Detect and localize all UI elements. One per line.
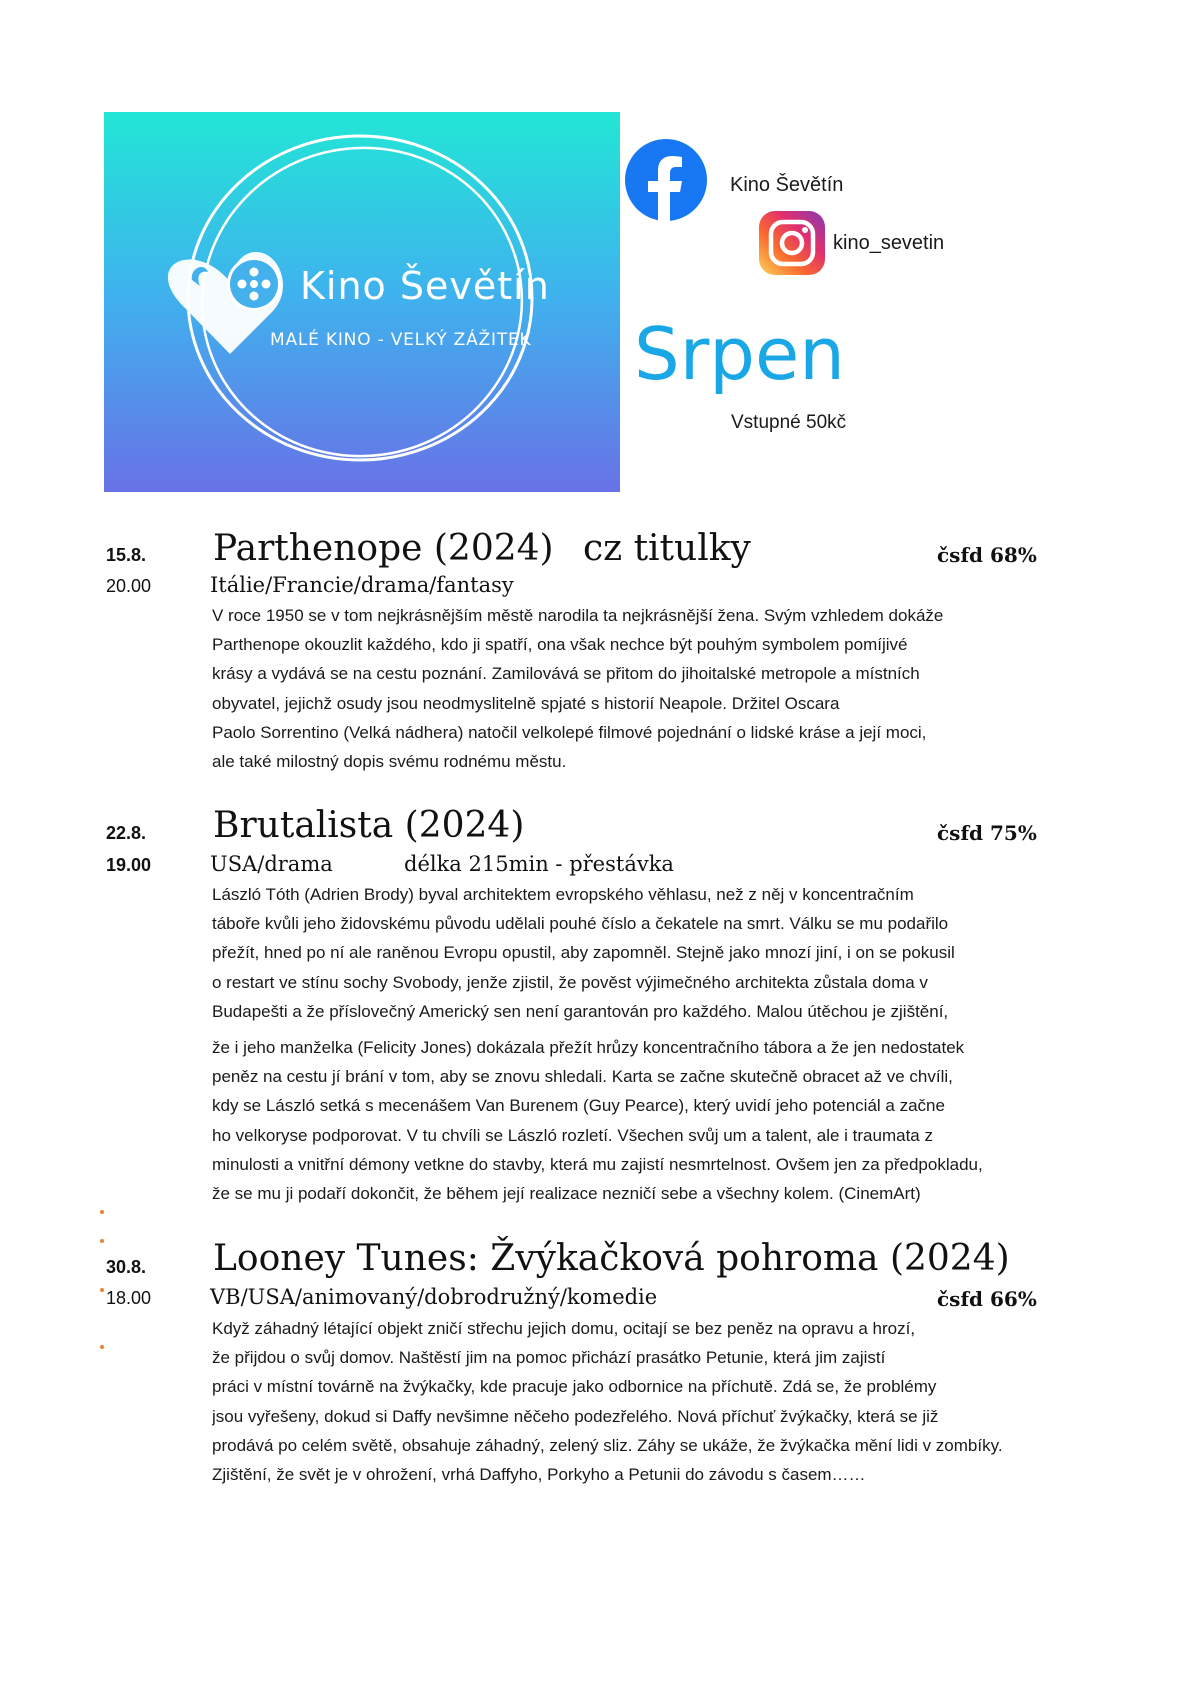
film-rating: čsfd 75%: [937, 821, 1037, 845]
description-line: krásy a vydává se na cestu poznání. Zamilovává se přitom do jihoitalské metropole a místních: [212, 664, 920, 684]
film-rating: čsfd 66%: [937, 1287, 1037, 1311]
description-line: Když záhadný létající objekt zničí střechu jejich domu, ocitají se bez peněz na opravu a hrozí,: [212, 1319, 916, 1338]
description-line: že přijdou o svůj domov. Naštěstí jim na pomoc přichází prasátko Petunie, která jim zajistí: [212, 1348, 886, 1368]
cinema-logo: [104, 112, 620, 492]
decorative-dot: [100, 1288, 104, 1292]
film-title: Looney Tunes: Žvýkačková pohroma (2024): [213, 1238, 1010, 1279]
description-line: kdy se László setká s mecenášem Van Burenem (Guy Pearce), který uvidí jeho potenciál a začne: [212, 1096, 945, 1116]
description-line: Budapešti a že příslovečný Americký sen není garantován pro každého. Malou útěchou je zjištění,: [212, 1001, 949, 1021]
description-line: Paolo Sorrentino (Velká nádhera) natočil velkolepé filmové pojednání o lidské kráse a její moci,: [212, 722, 927, 742]
description-line: prodává po celém světě, obsahuje záhadný, zelený sliz. Záhy se ukáže, že žvýkačka mění lidi v zombíky.: [212, 1435, 1003, 1455]
film-time: 18.00: [106, 1288, 152, 1308]
heart-reel-icon: [168, 252, 283, 354]
description-line: peněz na cestu jí brání v tom, aby se znovu shledali. Karta se začne skutečně obracet až ve chvíli,: [212, 1067, 953, 1087]
description-line: o restart ve stínu sochy Svobody, jenže zjistil, že pověst výjimečného architekta zůstala doma v: [212, 972, 928, 992]
description-line: obyvatel, jejichž osudy jsou neodmyslitelně spjaté s historií Neapole. Držitel Oscara: [212, 693, 840, 713]
film-rating: čsfd 68%: [937, 543, 1037, 567]
film-date: 22.8.: [106, 823, 147, 843]
film-time: 20.00: [106, 576, 152, 596]
film-description: [212, 1314, 1042, 1489]
film-time: 19.00: [106, 855, 152, 875]
entry-price: Vstupné 50kč: [731, 412, 847, 433]
film-subtitles: cz titulky: [583, 528, 751, 569]
decorative-dot: [100, 1210, 104, 1214]
facebook-icon[interactable]: [620, 138, 712, 222]
logo-subtitle: MALÉ KINO - VELKÝ ZÁŽITEK: [270, 330, 532, 350]
film-title: Brutalista (2024): [213, 805, 525, 846]
film-genre: VB/USA/animovaný/dobrodružný/komedie: [210, 1285, 658, 1309]
film-title: Parthenope (2024): [213, 528, 554, 569]
logo-title: Kino Ševětín: [300, 264, 550, 308]
description-line: minulosti a vnitřní démony vetkne do stavby, která mu zajistí nesmrtelnost. Ovšem jen za předpokladu,: [212, 1154, 983, 1174]
description-line: jsou vyřešeny, dokud si Daffy nevšimne něčeho podezřelého. Nová příchuť žvýkačky, která se již: [212, 1406, 939, 1426]
description-line: Zjištění, že svět je v ohrožení, vrhá Daffyho, Porkyho a Petunii do závodu s časem……: [212, 1464, 866, 1484]
description-line: přežít, hned po ní ale raněnou Evropu opustil, aby zapomněl. Stejně jako mnozí jiní, i on se pokusil: [212, 943, 955, 963]
film-date: 30.8.: [106, 1257, 147, 1277]
film-genre: USA/drama: [210, 852, 333, 876]
film-genre: Itálie/Francie/drama/fantasy: [210, 573, 514, 597]
description-line: že se mu ji podaří dokončit, že během její realizace nezničí sebe a všechny kolem. (CinemArt): [212, 1183, 921, 1203]
instagram-icon[interactable]: [757, 210, 827, 276]
film-description: [212, 880, 1042, 1208]
description-line: práci v místní továrně na žvýkačky, kde pracuje jako odbornice na příchutě. Zdá se, že problémy: [212, 1377, 937, 1397]
decorative-dot: [100, 1239, 104, 1243]
decorative-dot: [100, 1345, 104, 1349]
month-heading: Srpen: [634, 312, 845, 396]
film-date: 15.8.: [106, 545, 147, 565]
description-line: László Tóth (Adrien Brody) byval architektem evropského věhlasu, než z něj v koncentračním: [212, 885, 914, 904]
description-line: táboře kvůli jeho židovskému původu udělali pouhé číslo a čekatele na smrt. Válku se mu podařilo: [212, 914, 949, 934]
film-duration: délka 215min - přestávka: [404, 852, 674, 876]
description-line: že i jeho manželka (Felicity Jones) dokázala přežít hrůzy koncentračního tábora a že jen nedostatek: [212, 1037, 965, 1057]
description-line: V roce 1950 se v tom nejkrásnějším městě narodila ta nejkrásnější žena. Svým vzhledem dokáže: [212, 606, 944, 625]
film-description: [212, 601, 1042, 776]
instagram-label[interactable]: kino_sevetin: [833, 232, 945, 254]
description-line: ale také milostný dopis svému rodnému městu.: [212, 751, 567, 771]
facebook-label[interactable]: Kino Ševětín: [730, 174, 844, 196]
description-line: ho velkoryse podporovat. V tu chvíli se László rozletí. Všechen svůj um a talent, ale i traumata z: [212, 1125, 933, 1145]
description-line: Parthenope okouzlit každého, kdo ji spatří, ona však nechce být pouhým symbolem pomíjivé: [212, 635, 908, 655]
